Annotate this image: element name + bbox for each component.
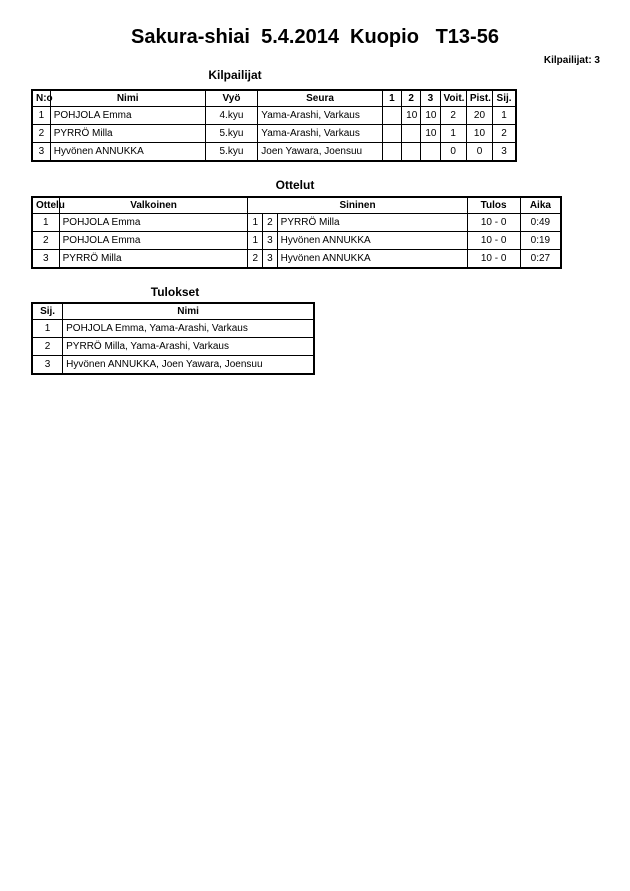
competitor-cell (402, 125, 421, 143)
competitors-col-header: 1 (382, 90, 401, 107)
competitor-cell: 10 (402, 107, 421, 125)
competitor-row (32, 143, 516, 162)
match-cell: 2 (263, 214, 278, 232)
competitors-title: Kilpailijat (208, 68, 262, 82)
competitors-col-header: Sij. (493, 90, 516, 107)
competitor-cell: 3 (493, 143, 516, 162)
matches-title: Ottelut (275, 178, 315, 192)
result-cell: Hyvönen ANNUKKA, Joen Yawara, Joensuu (63, 356, 314, 375)
competitor-cell: PYRRÖ Milla (50, 125, 205, 143)
col-sininen: Sininen (248, 197, 467, 214)
competitor-cell: Yama-Arashi, Varkaus (258, 107, 383, 125)
result-cell: 1 (32, 320, 63, 338)
match-cell: 3 (32, 250, 59, 269)
competitor-cell: 2 (440, 107, 466, 125)
competitors-col-header: 3 (421, 90, 440, 107)
result-row (32, 338, 314, 356)
matches-header-row (32, 197, 561, 214)
match-cell: 10 - 0 (467, 250, 520, 269)
match-cell: POHJOLA Emma (59, 232, 248, 250)
match-cell: POHJOLA Emma (59, 214, 248, 232)
results-header-row (32, 303, 314, 320)
competitor-cell (382, 143, 401, 162)
match-cell: 10 - 0 (467, 232, 520, 250)
competitors-col-header: Pist. (466, 90, 492, 107)
competitor-cell: 5.kyu (205, 125, 258, 143)
match-cell: 0:49 (520, 214, 561, 232)
match-cell: PYRRÖ Milla (277, 214, 467, 232)
competitor-cell: 4.kyu (205, 107, 258, 125)
result-row (32, 356, 314, 375)
competitor-cell (402, 143, 421, 162)
competitor-cell: Joen Yawara, Joensuu (258, 143, 383, 162)
col-ottelu: Ottelu (32, 197, 59, 214)
match-cell: Hyvönen ANNUKKA (277, 232, 467, 250)
match-row (32, 250, 561, 269)
result-cell: 2 (32, 338, 63, 356)
result-cell: 3 (32, 356, 63, 375)
result-cell: POHJOLA Emma, Yama-Arashi, Varkaus (63, 320, 314, 338)
competitor-cell: Yama-Arashi, Varkaus (258, 125, 383, 143)
competitor-row (32, 125, 516, 143)
page-title: Sakura-shiai 5.4.2014 Kuopio T13-56 (131, 26, 499, 48)
competitors-col-header: Voit. (440, 90, 466, 107)
match-row (32, 232, 561, 250)
matches-table (31, 196, 562, 269)
match-row (32, 214, 561, 232)
result-row (32, 320, 314, 338)
competitor-cell: Hyvönen ANNUKKA (50, 143, 205, 162)
col-sij: Sij. (32, 303, 63, 320)
competitor-cell: 1 (440, 125, 466, 143)
competitor-cell (421, 143, 440, 162)
competitor-cell (382, 125, 401, 143)
competitors-col-header: 2 (402, 90, 421, 107)
match-cell: 3 (263, 250, 278, 269)
match-cell: 1 (248, 214, 263, 232)
col-valkoinen: Valkoinen (59, 197, 248, 214)
match-cell: 2 (32, 232, 59, 250)
competitor-cell: 10 (421, 107, 440, 125)
competitors-header-row (32, 90, 516, 107)
match-cell: 2 (248, 250, 263, 269)
match-cell: Hyvönen ANNUKKA (277, 250, 467, 269)
competitor-cell: 0 (466, 143, 492, 162)
competitor-cell: 10 (421, 125, 440, 143)
matches-body (32, 214, 561, 269)
competitors-col-header: Seura (258, 90, 383, 107)
col-aika: Aika (520, 197, 561, 214)
match-cell: 0:19 (520, 232, 561, 250)
competitor-cell: POHJOLA Emma (50, 107, 205, 125)
competitors-body (32, 107, 516, 162)
competitor-cell: 1 (32, 107, 50, 125)
competitor-count: Kilpailijat: 3 (543, 55, 600, 66)
competitor-cell: 5.kyu (205, 143, 258, 162)
results-title: Tulokset (150, 285, 200, 299)
competitor-cell: 20 (466, 107, 492, 125)
competitors-col-header: N:o (32, 90, 50, 107)
competitor-row (32, 107, 516, 125)
match-cell: 3 (263, 232, 278, 250)
match-cell: PYRRÖ Milla (59, 250, 248, 269)
match-cell: 1 (248, 232, 263, 250)
col-tulos: Tulos (467, 197, 520, 214)
competitor-cell: 2 (32, 125, 50, 143)
competitor-cell: 3 (32, 143, 50, 162)
competitors-col-header: Nimi (50, 90, 205, 107)
competitors-col-header: Vyö (205, 90, 258, 107)
match-cell: 0:27 (520, 250, 561, 269)
results-body (32, 320, 314, 375)
competitors-table (31, 89, 517, 162)
match-cell: 1 (32, 214, 59, 232)
match-cell: 10 - 0 (467, 214, 520, 232)
competitor-cell: 10 (466, 125, 492, 143)
competitor-cell: 0 (440, 143, 466, 162)
result-cell: PYRRÖ Milla, Yama-Arashi, Varkaus (63, 338, 314, 356)
competitor-cell: 2 (493, 125, 516, 143)
competitor-cell (382, 107, 401, 125)
competitor-cell: 1 (493, 107, 516, 125)
col-nimi: Nimi (63, 303, 314, 320)
results-table (31, 302, 315, 375)
